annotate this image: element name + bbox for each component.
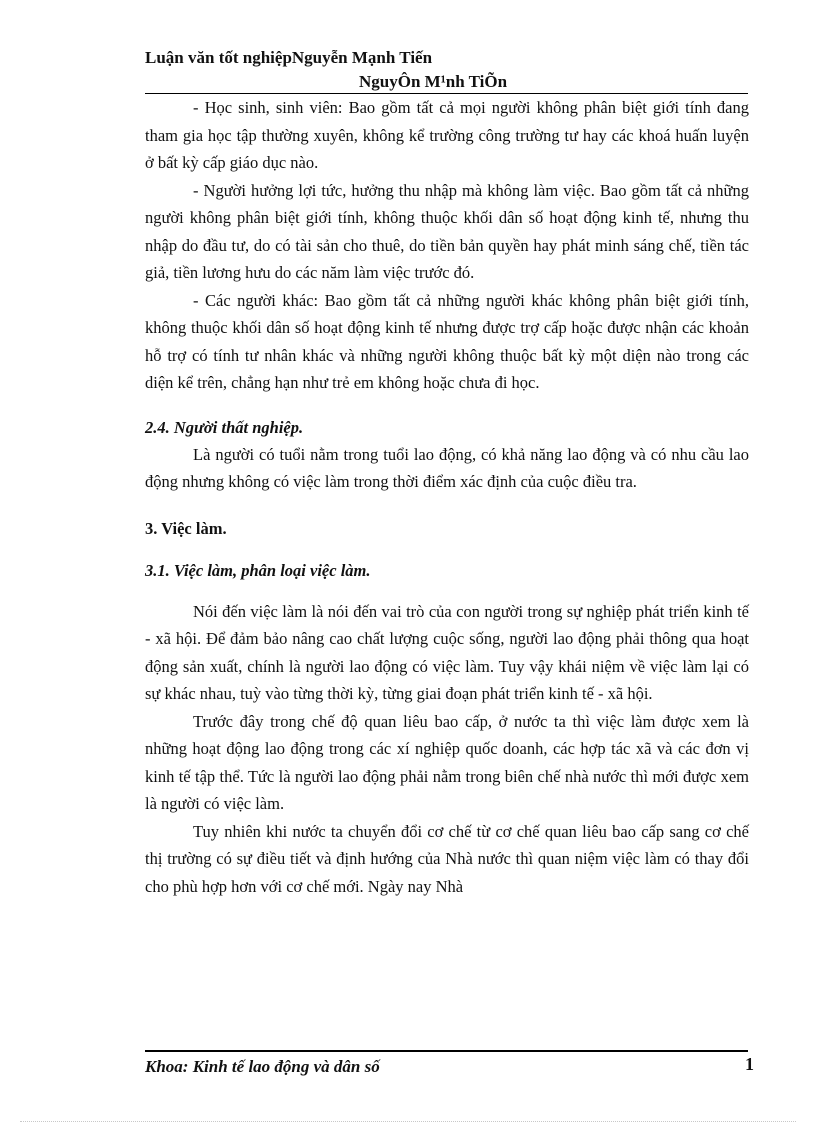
paragraph-students: - Học sinh, sinh viên: Bao gồm tất cả mọi người không phân biệt giới tính đang tham gia học tập thường xuyên, không kể trường công trường tư hay các khoá huấn luyện ở bất kỳ cấp giáo dục nào. (145, 98, 749, 172)
header-author-garbled: NguyÔn M¹nh TiÕn (359, 72, 508, 91)
footer-faculty: Khoa: Kinh tế lao động và dân số (145, 1057, 380, 1076)
footer-rule (145, 1050, 748, 1052)
paragraph-unemployed: Là người có tuổi nằm trong tuổi lao động, có khả năng lao động và có nhu cầu lao động nhưng không có việc làm trong thời điểm xác định của cuộc điều tra. (145, 444, 749, 491)
section-heading-employment: 3. Việc làm. (145, 518, 227, 538)
paragraph-market-era: Tuy nhiên khi nước ta chuyển đổi cơ chế từ cơ chế quan liêu bao cấp sang cơ chế thị trường có sự điều tiết và định hướng của Nhà nước thì quan niệm việc làm có thay đổi cho phù hợp hơn với cơ chế mới. Ngày nay Nhà (145, 821, 749, 896)
paragraph-employment-role: Nói đến việc làm là nói đến vai trò của con người trong sự nghiệp phát triển kinh tế - xã hội. Để đảm bảo nâng cao chất lượng cuộc sống, người lao động phải thông qua hoạt động sản xuất, chính là người lao động có việc làm. Tuy vậy khái niệm về việc làm lại có sự khác nhau, tuỳ vào từng thời kỳ, từng giai đoạn phát triển kinh tế - xã hội. (145, 601, 749, 703)
paragraph-subsidy-era: Trước đây trong chế độ quan liêu bao cấp, ở nước ta thì việc làm được xem là những hoạt động lao động trong các xí nghiệp quốc doanh, các hợp tác xã và các đơn vị kinh tế tập thể. Tức là người lao động phải nằm trong biên chế nhà nước thì mới được xem là người có việc làm. (145, 711, 749, 813)
paragraph-others: - Các người khác: Bao gồm tất cả những người khác không phân biệt giới tính, không thuộc khối dân số hoạt động kinh tế nhưng được trợ cấp hoặc được nhận các khoản hỗ trợ có tính tư nhân khác và những người không thuộc bất kỳ một diện nào trong các diện kể trên, chẳng hạn như trẻ em không hoặc chưa đi học. (145, 290, 749, 392)
header-title: Luận văn tốt nghiệpNguyễn Mạnh Tiến (145, 48, 433, 67)
page-header (145, 46, 765, 94)
document-body (145, 92, 749, 900)
paragraph-income-earners: - Người hưởng lợi tức, hưởng thu nhập mà không làm việc. Bao gồm tất cả những người không phân biệt giới tính, không thuộc khối dân số hoạt động kinh tế, nhưng thu nhập do đầu tư, do có tài sản cho thuê, do tiền bản quyền hay phát minh sáng chế, tiền tác giả, tiền lương hưu do các năm làm việc trước đó. (145, 180, 749, 282)
page-number: 1 (745, 1054, 754, 1074)
section-heading-employment-types: 3.1. Việc làm, phân loại việc làm. (145, 560, 371, 580)
page-edge-dotted-line (20, 1121, 796, 1122)
section-heading-unemployed: 2.4. Người thất nghiệp. (145, 417, 304, 437)
